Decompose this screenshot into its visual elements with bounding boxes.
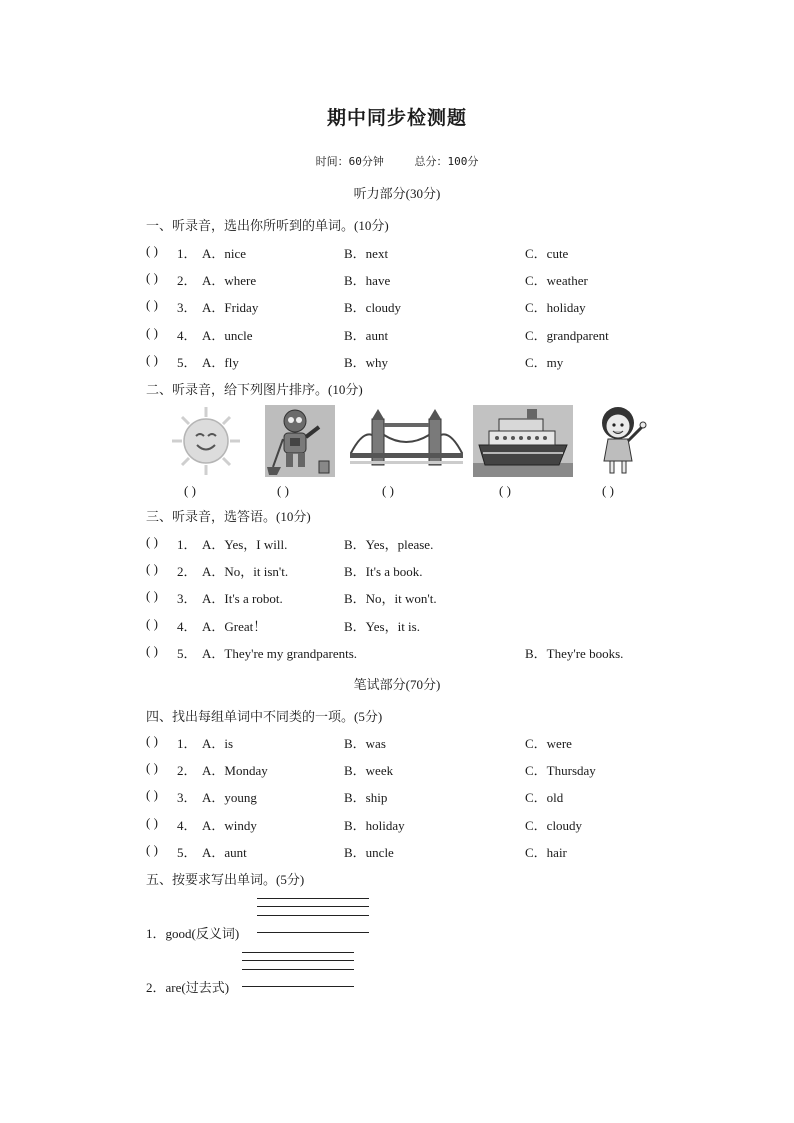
option-c: C．cute [525, 246, 569, 261]
option-a: A．Friday [202, 300, 259, 316]
answer-blank[interactable]: ( ) [146, 841, 158, 857]
option-a: A．aunt [202, 844, 247, 860]
question-number: 5． [177, 354, 197, 370]
question-row [0, 787, 794, 805]
writing-line [257, 915, 369, 916]
option-c: C．cloudy [525, 817, 583, 833]
answer-blank[interactable]: ( ) [146, 814, 158, 830]
question-number: 5． [177, 645, 197, 661]
option-a: A．young [202, 790, 257, 806]
answer-blank[interactable]: ( ) [146, 534, 158, 549]
question-row [0, 842, 794, 860]
section-1-heading: 一、听录音，选出你所听到的单词。(10分) [146, 218, 389, 233]
answer-blank[interactable]: ( ) [146, 760, 158, 776]
option-b: B．next [344, 246, 389, 261]
option-a: A．Monday [202, 763, 268, 779]
writing-line [257, 906, 369, 907]
answer-blank[interactable]: ( ) [146, 561, 158, 577]
writing-line [257, 898, 369, 899]
question-row [0, 561, 794, 579]
question-number: 1． [177, 537, 197, 552]
option-a: A．nice [202, 246, 247, 261]
option-b: B．cloudy [344, 300, 402, 316]
exam-time: 时间：60分钟 [315, 155, 384, 168]
question-number: 1． [177, 736, 197, 751]
option-c: C．were [525, 736, 572, 751]
option-b: B．aunt [344, 327, 389, 343]
question-5-1-label: 1．good(反义词) [146, 926, 240, 941]
option-c: C．weather [525, 273, 588, 289]
section-3-heading: 三、听录音，选答语。(10分) [146, 509, 311, 524]
answer-blank[interactable]: ( ) [146, 324, 158, 340]
question-5-2-label: 2．are(过去式) [146, 980, 230, 995]
bridge-icon [350, 405, 463, 477]
question-number: 5． [177, 844, 197, 860]
option-a: A．Yes，I will. [202, 537, 288, 552]
option-c: C．Thursday [525, 763, 596, 779]
option-a: A．is [202, 736, 234, 751]
answer-line-1[interactable] [257, 932, 369, 933]
question-number: 3． [177, 300, 197, 316]
option-a: A．fly [202, 354, 239, 370]
question-number: 4． [177, 618, 197, 634]
answer-blank[interactable]: ( ) [146, 351, 158, 367]
answer-blank[interactable]: ( ) [146, 615, 158, 631]
option-a: A．It's a robot. [202, 591, 283, 607]
option-b: B．have [344, 273, 391, 289]
question-number: 2． [177, 273, 197, 289]
picture-5-answer[interactable]: ( ) [602, 483, 614, 498]
option-c: C．grandparent [525, 327, 609, 343]
answer-blank[interactable]: ( ) [146, 733, 158, 748]
option-c: C．hair [525, 844, 567, 860]
exam-meta [0, 153, 794, 169]
section-2-heading: 二、听录音，给下列图片排序。(10分) [146, 382, 363, 397]
option-b: B．No，it won't. [344, 591, 437, 607]
sun-icon [170, 405, 242, 477]
question-row [0, 534, 794, 552]
writing-part-heading: 笔试部分(70分) [353, 677, 441, 692]
picture-2-answer[interactable]: ( ) [277, 483, 289, 498]
picture-1-answer[interactable]: ( ) [184, 483, 196, 498]
option-b: B．was [344, 736, 386, 751]
option-a: A．uncle [202, 327, 253, 343]
answer-blank[interactable]: ( ) [146, 270, 158, 286]
option-b: B．why [344, 354, 389, 370]
option-a: A．No，it isn't. [202, 564, 289, 580]
answer-blank[interactable]: ( ) [146, 588, 158, 604]
question-number: 2． [177, 564, 197, 580]
option-b: B．It's a book. [344, 564, 423, 580]
writing-line [242, 960, 354, 961]
robot-icon [265, 405, 335, 477]
question-row [0, 588, 794, 606]
question-number: 3． [177, 591, 197, 607]
section-4-heading: 四、找出每组单词中不同类的一项。(5分) [146, 709, 383, 724]
question-number: 3． [177, 790, 197, 806]
picture-4-answer[interactable]: ( ) [499, 483, 511, 498]
question-row [0, 616, 794, 634]
girl-icon [594, 405, 650, 477]
question-number: 4． [177, 327, 197, 343]
option-c: C．holiday [525, 300, 586, 316]
exam-score: 总分：100分 [414, 155, 479, 168]
page-title: 期中同步检测题 [326, 107, 467, 129]
question-row [0, 243, 794, 261]
question-row [0, 733, 794, 751]
answer-blank[interactable]: ( ) [146, 243, 158, 258]
option-a: A．where [202, 273, 257, 289]
option-c: C．my [525, 354, 564, 370]
option-b: B．uncle [344, 844, 394, 860]
option-b: B．week [344, 763, 394, 779]
question-row [0, 815, 794, 833]
option-c: C．old [525, 790, 564, 806]
option-a: A．windy [202, 817, 257, 833]
question-row [0, 760, 794, 778]
question-row [0, 352, 794, 370]
option-a: A．They're my grandparents. [202, 645, 358, 661]
answer-blank[interactable]: ( ) [146, 642, 158, 658]
question-row [0, 297, 794, 315]
option-b: B．holiday [344, 817, 405, 833]
question-number: 2． [177, 763, 197, 779]
answer-line-2[interactable] [242, 986, 354, 987]
picture-3-answer[interactable]: ( ) [382, 483, 394, 498]
option-c: B．They're books. [525, 645, 624, 661]
question-number: 4． [177, 817, 197, 833]
question-row [0, 325, 794, 343]
option-a: A．Great！ [202, 618, 267, 634]
question-row [0, 270, 794, 288]
question-number: 1． [177, 246, 197, 261]
option-b: B．Yes，please. [344, 537, 434, 552]
question-row [0, 643, 794, 661]
writing-line [242, 952, 354, 953]
listening-part-heading: 听力部分(30分) [353, 186, 441, 201]
section-5-heading: 五、按要求写出单词。(5分) [146, 872, 305, 887]
answer-blank[interactable]: ( ) [146, 787, 158, 803]
ship-icon [473, 405, 573, 477]
writing-line [242, 969, 354, 970]
answer-blank[interactable]: ( ) [146, 297, 158, 313]
option-b: B．ship [344, 790, 388, 806]
option-b: B．Yes，it is. [344, 618, 420, 634]
